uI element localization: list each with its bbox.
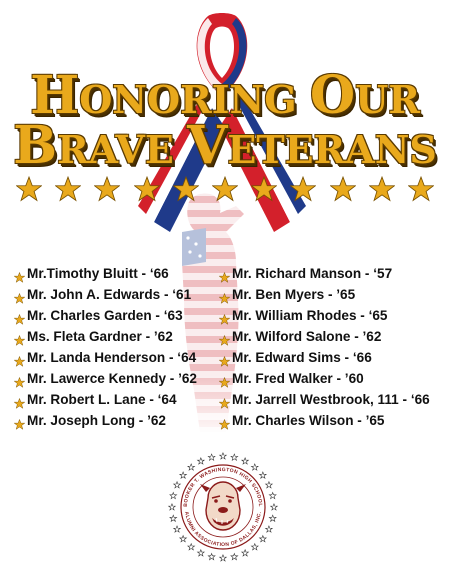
star-bullet-icon bbox=[219, 373, 230, 384]
star-bullet-icon bbox=[14, 310, 25, 321]
seal-star-icon bbox=[231, 454, 238, 460]
seal-bottom-text: ALUMNI ASSOCIATION OF DALLAS, INC. bbox=[183, 511, 263, 549]
star-bullet-icon bbox=[14, 352, 25, 363]
seal-star-icon bbox=[251, 544, 258, 550]
seal-star-icon bbox=[242, 458, 249, 464]
honoree-name: Mr. Robert L. Lane - ‘64 bbox=[27, 392, 177, 407]
honoree-item bbox=[14, 263, 220, 284]
title-initial: O bbox=[309, 65, 356, 126]
seal-star-icon bbox=[271, 504, 278, 510]
honoree-name: Mr. Charles Wilson - ’65 bbox=[232, 413, 385, 428]
seal-star-icon bbox=[266, 526, 273, 532]
star-bullet-icon bbox=[219, 415, 230, 426]
honoree-item bbox=[219, 389, 444, 410]
title-initial: V bbox=[187, 115, 228, 176]
title-word: ETERANS bbox=[227, 127, 437, 172]
honoree-item bbox=[219, 368, 444, 389]
honorees-left-column bbox=[14, 263, 220, 431]
seal-star-icon bbox=[208, 454, 215, 460]
gold-star-icon bbox=[134, 176, 160, 202]
star-bullet-icon bbox=[219, 331, 230, 342]
seal-star-icon bbox=[242, 550, 249, 556]
honoree-item bbox=[219, 347, 444, 368]
star-bullet-icon bbox=[219, 268, 230, 279]
seal-star-icon bbox=[170, 492, 177, 498]
star-bullet-icon bbox=[219, 352, 230, 363]
seal-star-icon bbox=[260, 472, 267, 478]
seal-star-icon bbox=[188, 464, 195, 470]
gold-star-icon bbox=[173, 176, 199, 202]
honoree-name: Mr. John A. Edwards - ‘61 bbox=[27, 287, 192, 302]
seal-star-icon bbox=[188, 544, 195, 550]
seal-star-icon bbox=[251, 464, 258, 470]
honoree-item bbox=[14, 347, 220, 368]
honoree-name: Mr. Landa Henderson - ‘64 bbox=[27, 350, 197, 365]
honoree-name: Mr. Jarrell Westbrook, 111 - ‘66 bbox=[232, 392, 430, 407]
honoree-item bbox=[14, 326, 220, 347]
honoree-item bbox=[14, 284, 220, 305]
honoree-item bbox=[14, 410, 220, 431]
seal-star-icon bbox=[220, 453, 227, 459]
gold-star-icon bbox=[369, 176, 395, 202]
seal-top-text: BOOKER T. WASHINGTON HIGH SCHOOL bbox=[182, 466, 264, 508]
honoree-name: Mr. Lawerce Kennedy - ’62 bbox=[27, 371, 197, 386]
honoree-name: Mr. Wilford Salone - ’62 bbox=[232, 329, 382, 344]
honoree-name: Mr. Ben Myers - ’65 bbox=[232, 287, 356, 302]
honoree-item bbox=[219, 305, 444, 326]
seal-star-icon bbox=[174, 482, 181, 488]
star-bullet-icon bbox=[219, 310, 230, 321]
title-initial: B bbox=[13, 115, 58, 176]
star-bullet-icon bbox=[219, 394, 230, 405]
star-bullet-icon bbox=[14, 268, 25, 279]
seal-star-icon bbox=[220, 555, 227, 561]
gold-star-icon bbox=[55, 176, 81, 202]
seal-star-icon bbox=[170, 515, 177, 521]
stars-row bbox=[16, 174, 434, 204]
star-bullet-icon bbox=[14, 415, 25, 426]
star-bullet-icon bbox=[14, 394, 25, 405]
seal-star-icon bbox=[231, 554, 238, 560]
honoree-item bbox=[219, 284, 444, 305]
honoree-item bbox=[14, 389, 220, 410]
seal-star-icon bbox=[174, 526, 181, 532]
honoree-item bbox=[14, 368, 220, 389]
star-bullet-icon bbox=[14, 331, 25, 342]
gold-star-icon bbox=[408, 176, 434, 202]
seal-star-icon bbox=[180, 472, 187, 478]
honoree-name: Mr. William Rhodes - ‘65 bbox=[232, 308, 388, 323]
honoree-name: Mr. Charles Garden - ‘63 bbox=[27, 308, 183, 323]
bulldog-seal-icon bbox=[164, 448, 282, 566]
honoree-name: Mr. Richard Manson - ‘57 bbox=[232, 266, 393, 281]
gold-star-icon bbox=[290, 176, 316, 202]
gold-star-icon bbox=[330, 176, 356, 202]
title-word: RAVE bbox=[57, 127, 188, 172]
honoree-item bbox=[219, 326, 444, 347]
seal-star-icon bbox=[269, 492, 276, 498]
honoree-item bbox=[219, 410, 444, 431]
seal-star-icon bbox=[180, 536, 187, 542]
honorees-right-column bbox=[219, 263, 444, 431]
honoree-name: Mr.Timothy Bluitt - ‘66 bbox=[27, 266, 169, 281]
title-initial: H bbox=[30, 65, 80, 126]
star-bullet-icon bbox=[14, 373, 25, 384]
honoree-name: Mr. Edward Sims - ‘66 bbox=[232, 350, 372, 365]
gold-star-icon bbox=[212, 176, 238, 202]
gold-star-icon bbox=[94, 176, 120, 202]
seal-star-icon bbox=[198, 550, 205, 556]
gold-star-icon bbox=[251, 176, 277, 202]
gold-star-icon bbox=[16, 176, 42, 202]
honoree-name: Ms. Fleta Gardner - ’62 bbox=[27, 329, 173, 344]
seal-star-icon bbox=[266, 482, 273, 488]
star-bullet-icon bbox=[14, 289, 25, 300]
honoree-item bbox=[14, 305, 220, 326]
title-word: ONORING bbox=[79, 77, 310, 122]
title-word: UR bbox=[355, 77, 420, 122]
seal-star-icon bbox=[260, 536, 267, 542]
honoree-item bbox=[219, 263, 444, 284]
seal-star-icon bbox=[269, 515, 276, 521]
star-bullet-icon bbox=[219, 289, 230, 300]
honoree-name: Mr. Joseph Long - ’62 bbox=[27, 413, 166, 428]
seal-star-icon bbox=[198, 458, 205, 464]
seal-star-icon bbox=[169, 504, 176, 510]
seal-star-icon bbox=[208, 554, 215, 560]
honoree-name: Mr. Fred Walker - ’60 bbox=[232, 371, 364, 386]
